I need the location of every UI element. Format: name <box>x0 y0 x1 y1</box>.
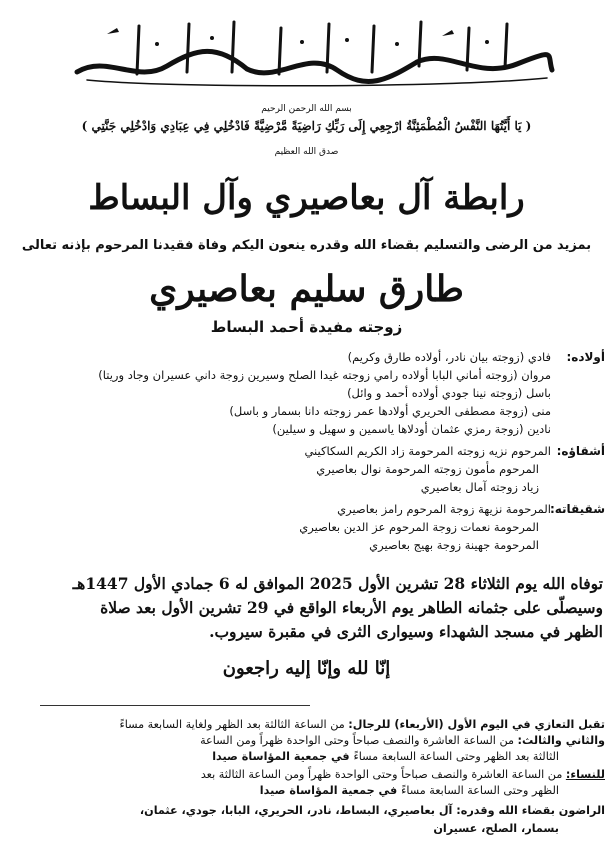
men-place: في جمعية المؤاساة صيدا <box>212 750 354 763</box>
men-hours-3: الثالثة بعد الظهر وحتى الساعة السابعة مساءً <box>353 750 559 763</box>
inna-lillah: إنّا لله وإنّا إليه راجعون <box>222 658 391 679</box>
list-item: نادين (زوجة رمزي عثمان أودلاها ياسمين و سهيل و سيلين) <box>272 422 551 436</box>
list-item: المرحومة نزيهة زوجة المرحوم رامز بعاصيري <box>337 502 551 516</box>
association-title: رابطة آل بعاصيري وآل البساط <box>88 178 525 218</box>
deceased-wife: زوجته مفيدة أحمد البساط <box>210 318 403 336</box>
women-label: للنساء: <box>565 768 605 781</box>
list-item: المرحومة نعمات زوجة المرحوم عز الدين بعاصيري <box>299 520 539 534</box>
deceased-name: طارق سليم بعاصيري <box>149 268 464 310</box>
list-item: منى (زوجة مصطفى الحريري أولادها عمر زوجته دانا بسمار و باسل) <box>229 404 551 418</box>
verse-closing: صدق الله العظيم <box>274 147 339 157</box>
condolence-women-line2 <box>260 784 559 797</box>
quran-verse: ( يَا أَيَّتُهَا النَّفْسُ الْمُطْمَئِنَّةُ ارْجِعِي إِلَى رَبِّكِ رَاضِيَةً مَّرْضِيَّةً فَادْخُلِي فِي عِبَادِي وَادْخُلِي جَنَّتِي ) <box>81 119 532 133</box>
brothers-label: أشقاؤه: <box>556 444 605 458</box>
children-label: أولاده: <box>566 350 605 364</box>
list-item: باسل (زوجته نينا جودي أولاده أحمد و وائل) <box>347 386 551 400</box>
prayer-line: وسيصلّى على جثمانه الطاهر يوم الأربعاء الواقع في 29 تشرين الأول بعد صلاة <box>100 598 603 617</box>
list-item: المرحومة جهينة زوجة بهيج بعاصيري <box>369 538 539 552</box>
mourners-text-2: بسمار، الصلح، عسيران <box>433 822 559 835</box>
calligraphy-logo <box>0 14 613 92</box>
burial-line: الظهر في مسجد الشهداء وسيوارى الثرى في مقبرة سيروب. <box>209 622 603 641</box>
condolence-women-line1 <box>201 768 605 781</box>
mourners-line1 <box>140 804 605 817</box>
condolence-men-line1 <box>119 718 605 731</box>
men-hours-1: من الساعة الثالثة بعد الظهر ولغاية السابعة مساءً <box>119 718 349 731</box>
sisters-label: شقيقاته: <box>549 502 605 516</box>
men-prefix: تقبل التعازي في اليوم الأول (الأربعاء) للرجال: <box>348 718 605 731</box>
women-hours-1: من الساعة العاشرة والنصف صباحاً وحتى الواحدة ظهراً ومن الساعة الثالثة بعد <box>200 768 566 781</box>
bismillah: بسم الله الرحمن الرحيم <box>261 104 352 114</box>
mourners-text-1: الراضون بقضاء الله وقدره: آل بعاصيري، البساط، نادر، الحريري، البابا، جودي، عثمان، <box>139 804 605 817</box>
list-item: مروان (زوجته أماني البابا أولاده رامي زوجته غيدا الصلح وسيرين زوجة داني عسيران وجاد وريتا) <box>98 368 551 382</box>
death-date-line: توفاه الله يوم الثلاثاء 28 تشرين الأول 2025 الموافق له 6 جمادي الأول 1447هـ <box>72 574 603 593</box>
women-hours-2: الظهر وحتى الساعة السابعة مساءً <box>401 784 559 797</box>
condolence-men-line2 <box>200 734 605 747</box>
men-hours-2: من الساعة العاشرة والنصف صباحاً وحتى الواحدة ظهراً ومن الساعة <box>200 734 518 747</box>
list-item: زياد زوجته آمال بعاصيري <box>420 480 539 494</box>
women-place: في جمعية المؤاساة صيدا <box>259 784 402 797</box>
mourners-line2 <box>433 822 559 835</box>
intro-text: بمزيد من الرضى والتسليم بقضاء الله وقدره ينعون اليكم وفاة فقيدنا المرحوم بإذنه تعالى <box>21 238 592 253</box>
list-item: فادي (زوجته بيان نادر، أولاده طارق وكريم) <box>347 350 551 364</box>
list-item: المرحوم مأمون زوجته المرحومة نوال بعاصيري <box>316 462 539 476</box>
men-days-label: والثاني والثالث: <box>517 734 605 747</box>
divider <box>40 705 310 706</box>
condolence-men-line3 <box>212 750 559 763</box>
calligraphy-icon <box>47 14 567 92</box>
list-item: المرحوم نزيه زوجته المرحومة زاد الكريم السكاكيني <box>304 444 551 458</box>
